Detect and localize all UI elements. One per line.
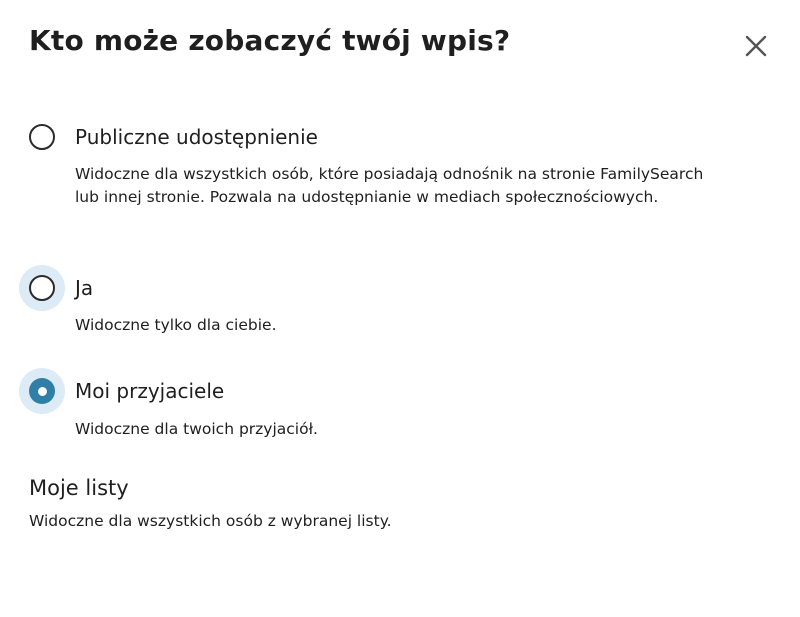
- radio-circle: [29, 275, 55, 301]
- option-public-description: Widoczne dla wszystkich osób, które posiadają odnośnik na stronie FamilySearch lub innej stronie. Pozwala na udostępnianie w mediach społecznościowych.: [75, 165, 704, 206]
- my-lists-description: Widoczne dla wszystkich osób z wybranej listy.: [29, 512, 392, 530]
- my-lists-heading: Moje listy: [29, 476, 129, 500]
- dialog-title: Kto może zobaczyć twój wpis?: [29, 24, 511, 57]
- option-public-label[interactable]: Publiczne udostępnienie: [75, 125, 318, 149]
- radio-friends[interactable]: [19, 368, 65, 414]
- option-me-label[interactable]: Ja: [75, 276, 94, 300]
- option-me-description: Widoczne tylko dla ciebie.: [75, 316, 277, 334]
- option-friends-description: Widoczne dla twoich przyjaciół.: [75, 420, 318, 438]
- radio-me[interactable]: [19, 265, 65, 311]
- radio-circle-checked: [29, 378, 55, 404]
- radio-public[interactable]: [19, 114, 65, 160]
- radio-dot: [38, 387, 47, 396]
- close-button[interactable]: [738, 28, 774, 64]
- option-friends-label[interactable]: Moi przyjaciele: [75, 379, 225, 403]
- close-icon: [745, 35, 767, 57]
- radio-circle: [29, 124, 55, 150]
